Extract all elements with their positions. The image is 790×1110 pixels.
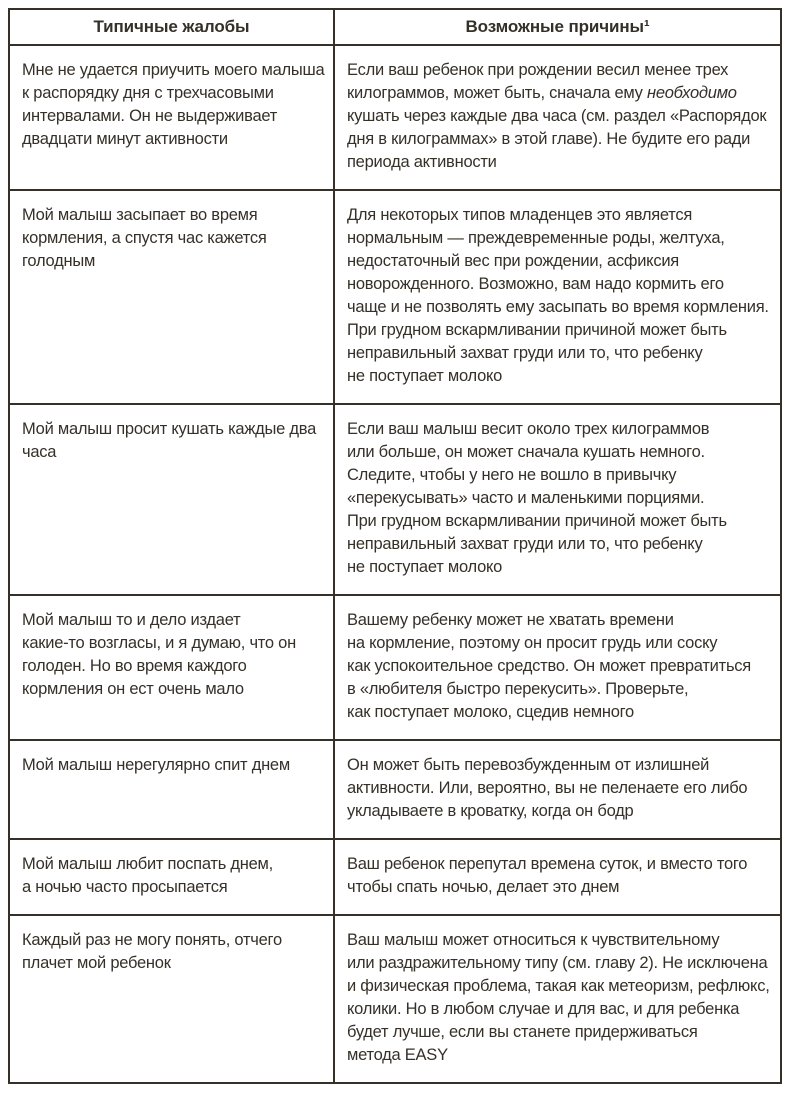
complaint-cell — [9, 190, 334, 404]
causes-cell — [334, 595, 781, 740]
causes-cell — [334, 190, 781, 404]
table-body — [9, 45, 781, 1083]
table-row — [9, 839, 781, 915]
cell-line: двадцати минут активности — [22, 130, 228, 148]
causes-cell — [334, 45, 781, 190]
cell-line: Мой малыш то и дело издает — [22, 611, 241, 629]
cell-line: Ваш малыш может относиться к чувствительному — [347, 931, 720, 949]
cell-line: кормления, а спустя час кажется — [22, 229, 267, 247]
cell-line: активности. Или, вероятно, вы не пеленаете его либо — [347, 779, 748, 797]
cell-line: неправильный захват груди или то, что ребенку — [347, 344, 703, 362]
cell-line: Если ваш малыш весит около трех килограммов — [347, 420, 710, 438]
cell-line: Ваш ребенок перепутал времена суток, и вместо того — [347, 855, 748, 873]
cell-line: Мой малыш засыпает во время — [22, 206, 258, 224]
cell-line: нормальным — преждевременные роды, желтуха, — [347, 229, 725, 247]
cell-line: При грудном вскармливании причиной может быть — [347, 321, 727, 339]
cell-line: метода EASY — [347, 1046, 448, 1064]
cell-line: недостаточный вес при рождении, асфиксия — [347, 252, 679, 270]
causes-cell — [334, 404, 781, 595]
cell-line: Мой малыш нерегулярно спит днем — [22, 756, 290, 774]
table-row — [9, 190, 781, 404]
cell-line: периода активности — [347, 153, 497, 171]
cell-line: При грудном вскармливании причиной может быть — [347, 512, 727, 530]
cell-line: и физическая проблема, такая как метеоризм, рефлюкс, — [347, 977, 770, 995]
cell-line: или раздражительному типу (см. главу 2). Не исключена — [347, 954, 768, 972]
cell-line: Он может быть перевозбужденным от излишней — [347, 756, 710, 774]
cell-line: «перекусывать» часто и маленькими порциями. — [347, 489, 705, 507]
complaint-cell — [9, 915, 334, 1083]
complaint-cell — [9, 45, 334, 190]
causes-cell — [334, 915, 781, 1083]
cell-line: голодным — [22, 252, 96, 270]
cell-line: в «любителя быстро перекусить». Проверьте, — [347, 680, 689, 698]
cell-line: голоден. Но во время каждого — [22, 657, 247, 675]
table-header-row — [9, 9, 781, 45]
cell-line: дня в килограммах» в этой главе). Не будите его ради — [347, 130, 751, 148]
cell-line: интервалами. Он не выдерживает — [22, 107, 278, 125]
table-row — [9, 740, 781, 839]
cell-line: колики. Но в любом случае и для вас, и для ребенка — [347, 1000, 740, 1018]
table-row — [9, 45, 781, 190]
cell-line: какие-то возгласы, и я думаю, что он — [22, 634, 296, 652]
cell-line: не поступает молоко — [347, 367, 503, 385]
complaint-cell — [9, 404, 334, 595]
cell-line: Вашему ребенку может не хватать времени — [347, 611, 674, 629]
cell-line: Мой малыш просит кушать каждые два — [22, 420, 317, 438]
table-row — [9, 595, 781, 740]
cell-line: Следите, чтобы у него не вошло в привычку — [347, 466, 677, 484]
complaint-cell — [9, 839, 334, 915]
cell-line: как успокоительное средство. Он может превратиться — [347, 657, 751, 675]
cell-line: Мой малыш любит поспать днем, — [22, 855, 273, 873]
cell-line: Каждый раз не могу понять, отчего — [22, 931, 282, 949]
cell-line: чтобы спать ночью, делает это днем — [347, 878, 620, 896]
complaint-cell — [9, 740, 334, 839]
complaint-cell — [9, 595, 334, 740]
cell-line: плачет мой ребенок — [22, 954, 171, 972]
cell-line: килограммов, может быть, сначала ему необходимо — [347, 84, 737, 102]
cell-line: к распорядку дня с трехчасовыми — [22, 84, 274, 102]
cell-line: новорожденного. Возможно, вам надо кормить его — [347, 275, 724, 293]
cell-line: Мне не удается приучить моего малыша — [22, 61, 325, 79]
causes-cell — [334, 740, 781, 839]
cell-line: будет лучше, если вы станете придерживаться — [347, 1023, 698, 1041]
cell-line: кормления он ест очень мало — [22, 680, 244, 698]
column-header-causes: Возможные причины¹ — [334, 9, 781, 45]
table-row — [9, 915, 781, 1083]
cell-line: а ночью часто просыпается — [22, 878, 228, 896]
cell-line: на кормление, поэтому он просит грудь или соску — [347, 634, 718, 652]
table-row — [9, 404, 781, 595]
cell-line: как поступает молоко, сцедив немного — [347, 703, 634, 721]
cell-line: часа — [22, 443, 57, 461]
cell-line: Если ваш ребенок при рождении весил менее трех — [347, 61, 729, 79]
complaints-causes-table — [8, 8, 782, 1084]
cell-line: чаще и не позволять ему засыпать во время кормления. — [347, 298, 769, 316]
cell-line: не поступает молоко — [347, 558, 503, 576]
cell-line: укладываете в кроватку, когда он бодр — [347, 802, 634, 820]
cell-line: кушать через каждые два часа (см. раздел «Распорядок — [347, 107, 767, 125]
cell-line: неправильный захват груди или то, что ребенку — [347, 535, 703, 553]
column-header-complaints: Типичные жалобы — [9, 9, 334, 45]
cell-line: или больше, он может сначала кушать немного. — [347, 443, 705, 461]
causes-cell — [334, 839, 781, 915]
cell-line: Для некоторых типов младенцев это является — [347, 206, 693, 224]
